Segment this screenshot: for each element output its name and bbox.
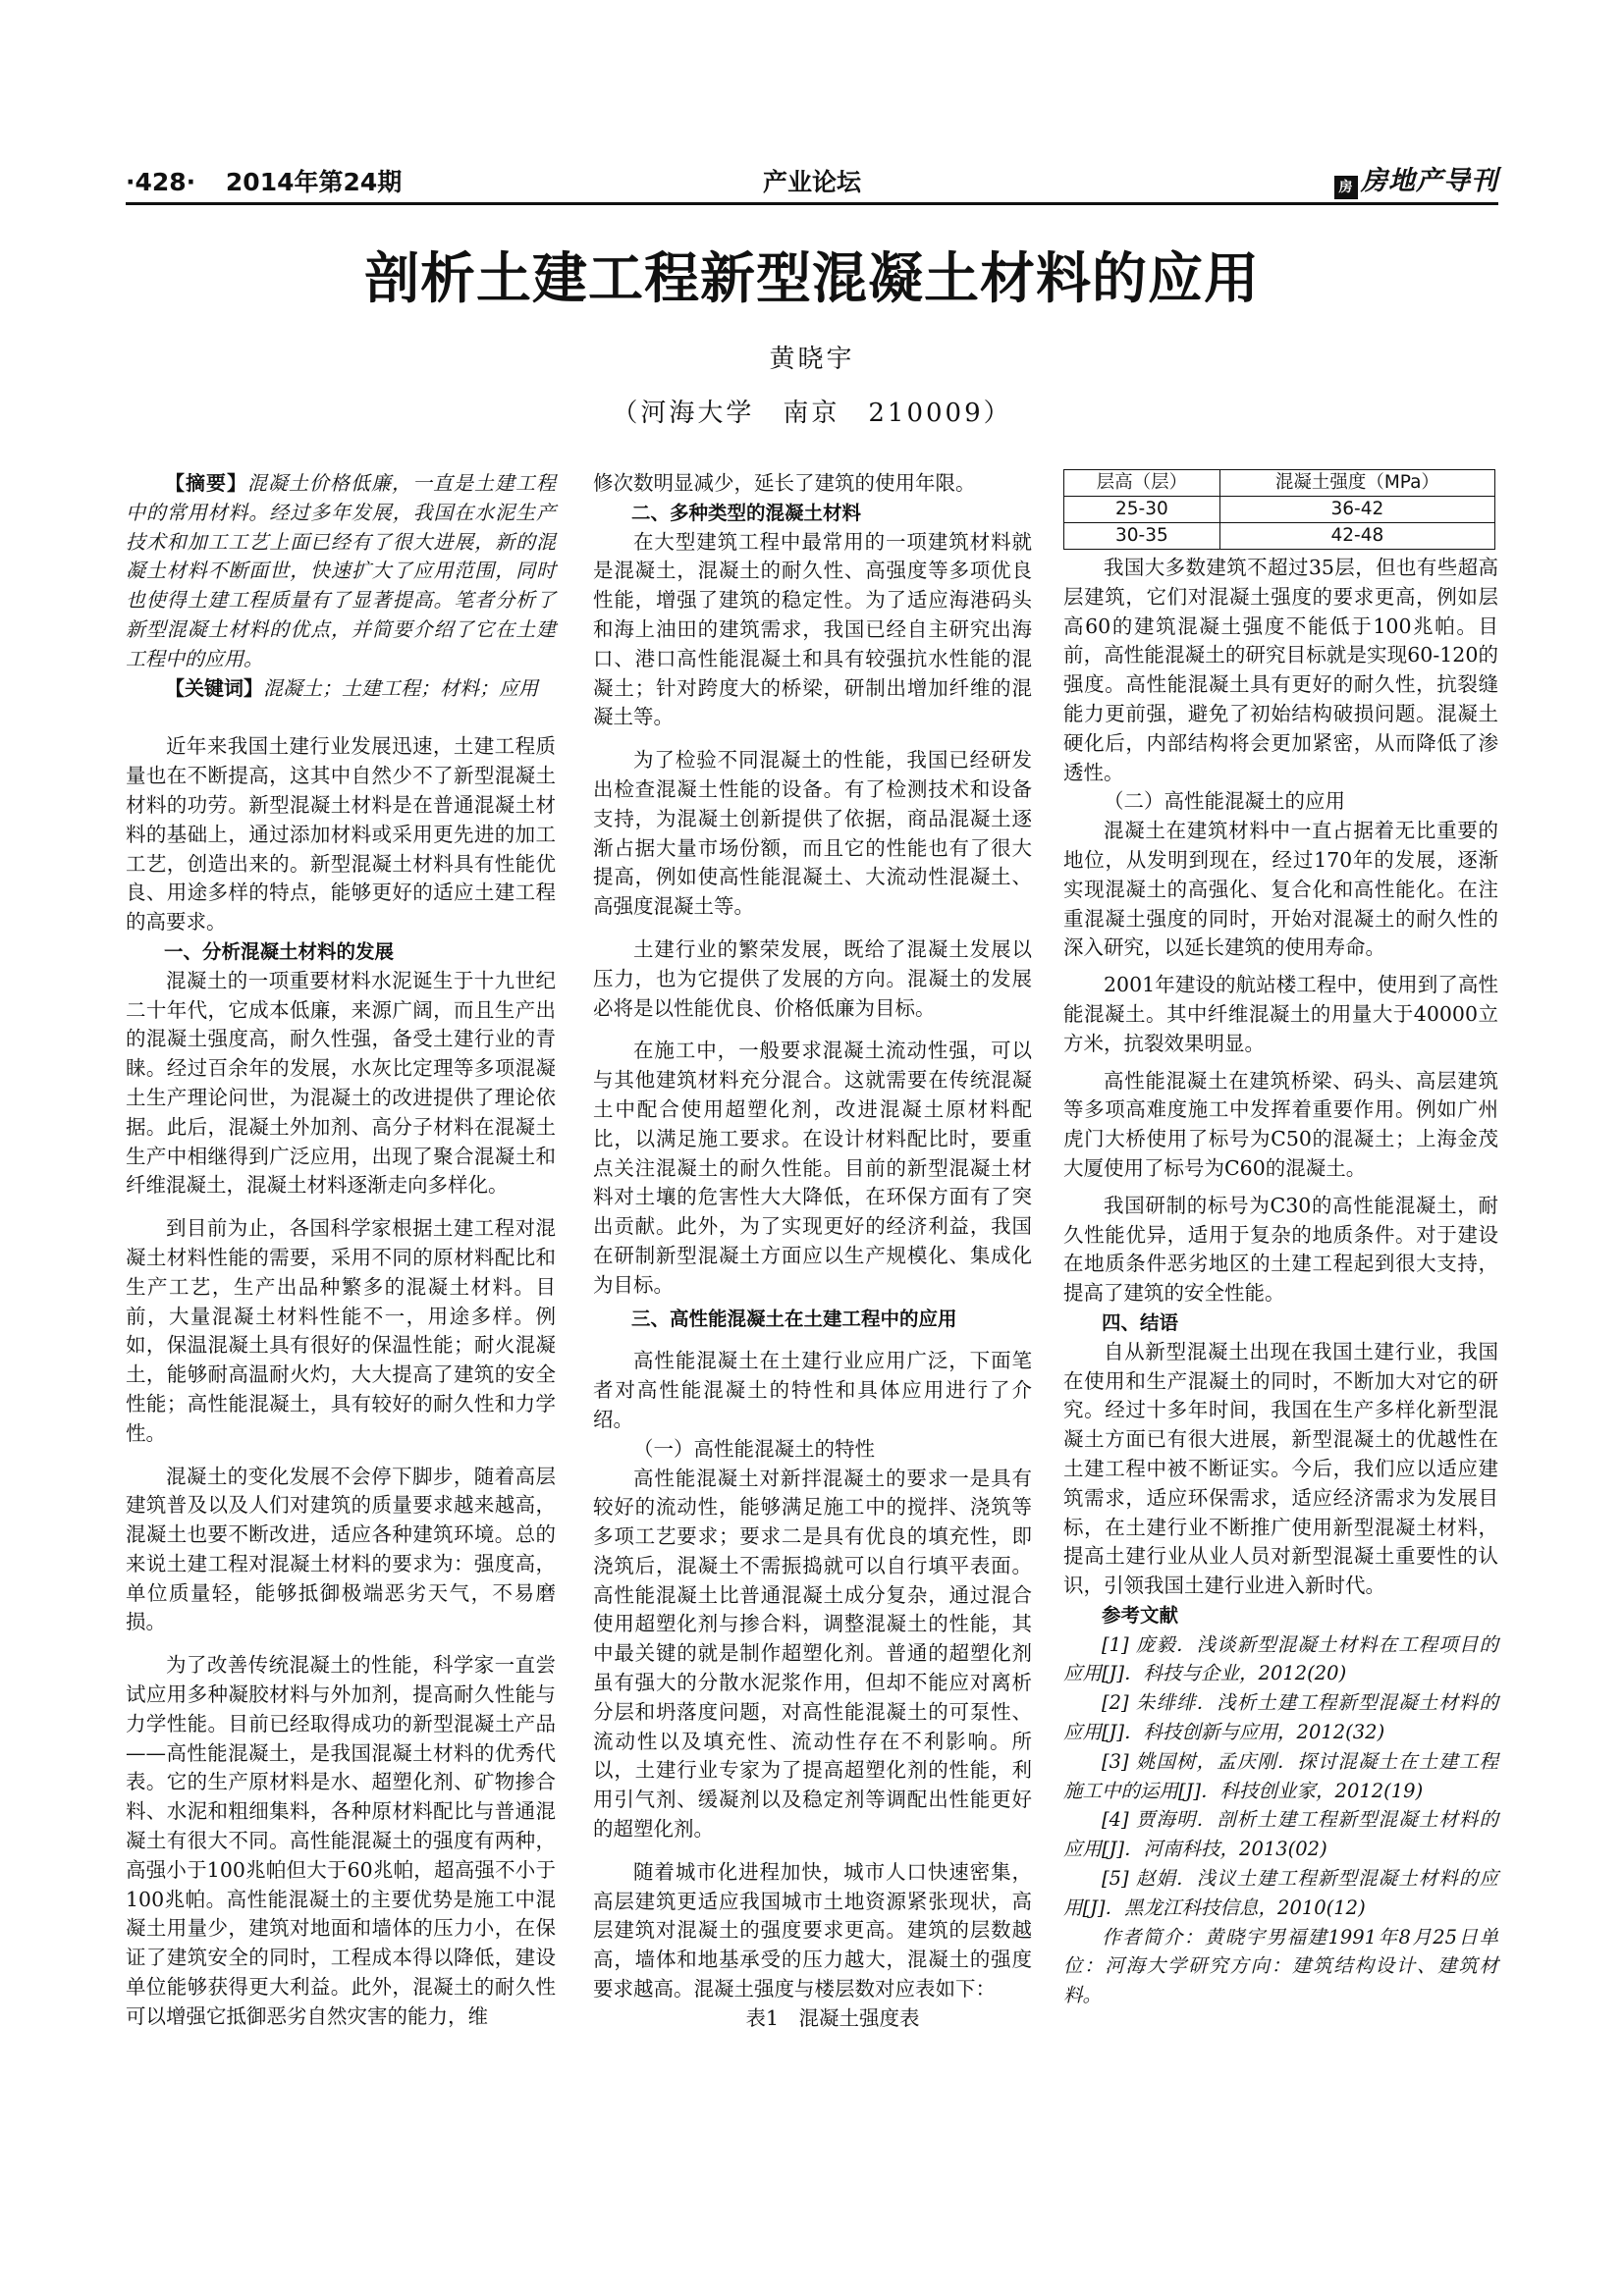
paragraph: 2001年建设的航站楼工程中，使用到了高性能混凝土。其中纤维混凝土的用量大于40000立方米，抗裂效果明显。 (1063, 973, 1498, 1055)
article-title: 剖析土建工程新型混凝土材料的应用 (364, 246, 1260, 311)
references-heading: 参考文献 (1102, 1603, 1179, 1627)
paragraph: 我国研制的标号为C30的高性能混凝土，耐久性能优异，适用于复杂的地质条件。对于建设在地质条件恶劣地区的土建工程起到很大支持，提高了建筑的安全性能。 (1063, 1193, 1498, 1306)
abstract-text: 混凝土价格低廉，一直是土建工程中的常用材料。经过多年发展，我国在水泥生产技术和加工工艺上面已经有了很大进展，新的混凝土材料不断面世，快速扩大了应用范围，同时也使得土建工程质量有了显著提高。笔者分析了新型混凝土材料的优点，并简要介绍了它在土建工程中的应用。 (126, 471, 556, 670)
affiliation: （河海大学 南京 210009） (612, 399, 1012, 428)
paragraph: 我国大多数建筑不超过35层，但也有些超高层建筑，它们对混凝土强度的要求更高，例如层高60的建筑混凝土强度不能低于100兆帕。目前，高性能混凝土的研究目标就是实现60-120的强度。高性能混凝土具有更好的耐久性，抗裂缝能力更前强，避免了初始结构破损问题。混凝土硬化后，内部结构将会更加紧密，从而降低了渗透性。 (1063, 556, 1498, 784)
paragraph: 在大型建筑工程中最常用的一项建筑材料就是混凝土，混凝土的耐久性、高强度等多项优良性能，增强了建筑的稳定性。为了适应海港码头和海上油田的建筑需求，我国已经自主研究出海口、港口高性能混凝土和具有较强抗水性能的混凝土；针对跨度大的桥梁，研制出增加纤维的混凝土等。 (593, 529, 1032, 729)
issue-label: 2014年第24期 (225, 168, 403, 196)
paragraph: 高性能混凝土在建筑桥梁、码头、高层建筑等多项高难度施工中发挥着重要作用。例如广州虎门大桥使用了标号为C50的混凝土；上海金茂大厦使用了标号为C60的混凝土。 (1063, 1068, 1498, 1180)
intro-paragraph: 近年来我国土建行业发展迅速，土建工程质量也在不断提高，这其中自然少不了新型混凝土材料的功劳。新型混凝土材料是在普通混凝土材料的基础上，通过添加材料或采用更先进的加工工艺，创造出来的。新型混凝土材料具有性能优良、用途多样的特点，能够更好的适应土建工程的高要求。 (126, 734, 556, 934)
reference-item: [5] 赵娟．浅议土建工程新型混凝土材料的应用[J]．黑龙江科技信息，2010(12) (1063, 1867, 1498, 1919)
keywords-label: 【关键词】 (165, 675, 263, 700)
column-3 (1063, 469, 1498, 2010)
table-cell: 25-30 (1064, 497, 1220, 523)
subsection-heading-2: （二）高性能混凝土的应用 (1104, 789, 1345, 814)
section-heading-3: 三、高性能混凝土在土建工程中的应用 (631, 1307, 957, 1330)
abstract-label: 【摘要】 (165, 471, 247, 495)
paragraph: 为了检验不同混凝土的性能，我国已经研发出检查混凝土性能的设备。有了检测技术和设备支持，为混凝土创新提供了依据，商品混凝土逐渐占据大量市场份额，而且它的性能也有了很大提高，例如使高性能混凝土、大流动性混凝土、高强度混凝土等。 (593, 748, 1032, 919)
reference-item: [2] 朱绯绯．浅析土建工程新型混凝土材料的应用[J]．科技创新与应用，2012(32) (1063, 1691, 1498, 1744)
table-header-row (1064, 470, 1495, 497)
table-caption: 表1 混凝土强度表 (745, 2005, 920, 2030)
paragraph: 高性能混凝土对新拌混凝土的要求一是具有较好的流动性，能够满足施工中的搅拌、浇筑等多项工艺要求；要求二是具有优良的填充性，即浇筑后，混凝土不需振捣就可以自行填平表面。高性能混凝土比普通混凝土成分复杂，通过混合使用超塑化剂与掺合料，调整混凝土的性能，其中最关键的就是制作超塑化剂。普通的超塑化剂虽有强大的分散水泥浆作用，但却不能应对离析分层和坍落度问题，对高性能混凝土的可泵性、流动性以及填充性、流动性存在不利影响。所以，土建行业专家为了提高超塑化剂的性能，利用引气剂、缓凝剂以及稳定剂等调配出性能更好的超塑化剂。 (593, 1466, 1032, 1842)
table-header-cell: 混凝土强度（MPa） (1219, 470, 1494, 497)
section-heading-1: 一、分析混凝土材料的发展 (164, 939, 395, 963)
journal-logo (1334, 159, 1498, 199)
journal-name: 房地产导刊 (1361, 166, 1498, 196)
running-header (126, 157, 1498, 200)
subsection-heading-1: （一）高性能混凝土的特性 (633, 1436, 875, 1461)
paragraph: 土建行业的繁荣发展，既给了混凝土发展以压力，也为它提供了发展的方向。混凝土的发展必将是以性能优良、价格低廉为目标。 (593, 936, 1032, 1020)
author-bio: 作者简介：黄晓宇男福建1991年8月25日单位：河海大学研究方向：建筑结构设计、建筑材料。 (1063, 1925, 1498, 2007)
section-heading-2: 二、多种类型的混凝土材料 (631, 501, 862, 524)
journal-badge-icon: 房 (1334, 176, 1358, 199)
paragraph: 自从新型混凝土出现在我国土建行业，我国在使用和生产混凝土的同时，不断加大对它的研究。经过十多年时间，我国在生产多样化新型混凝土方面已有很大进展，新型混凝土的优越性在土建工程中被不断证实。今后，我们应以适应建筑需求，适应环保需求，适应经济需求为发展目标，在土建行业不断推广使用新型混凝土材料，提高土建行业从业人员对新型混凝土重要性的认识，引领我国土建行业进入新时代。 (1063, 1339, 1498, 1598)
paragraph: 随着城市化进程加快，城市人口快速密集，高层建筑更适应我国城市土地资源紧张现状，高层建筑对混凝土的强度要求更高。建筑的层数越高，墙体和地基承受的压力越大，混凝土的强度要求越高。混凝土强度与楼层数对应表如下： (593, 1859, 1032, 2002)
table-row (1064, 523, 1495, 550)
reference-item: [4] 贾海明．剖析土建工程新型混凝土材料的应用[J]．河南科技，2013(02) (1063, 1808, 1498, 1861)
section-heading-4: 四、结语 (1102, 1310, 1179, 1334)
reference-item: [1] 庞毅．浅谈新型混凝土材料在工程项目的应用[J]．科技与企业，2012(20) (1063, 1632, 1498, 1685)
table-cell: 30-35 (1064, 523, 1220, 550)
author-name: 黄晓宇 (769, 345, 855, 374)
paragraph: 在施工中，一般要求混凝土流动性强，可以与其他建筑材料充分混合。这就需要在传统混凝土中配合使用超塑化剂，改进混凝土原材料配比，以满足施工要求。在设计材料配比时，要重点关注混凝土的耐久性能。目前的新型混凝土材料对土壤的危害性大大降低，在环保方面有了突出贡献。此外，为了实现更好的经济利益，我国在研制新型混凝土方面应以生产规模化、集成化为目标。 (593, 1039, 1032, 1297)
table-row (1064, 497, 1495, 523)
table-cell: 42-48 (1219, 523, 1494, 550)
paragraph: 混凝土的一项重要材料水泥诞生于十九世纪二十年代，它成本低廉，来源广阔，而且生产出的混凝土强度高，耐久性强，备受土建行业的青睐。经过百余年的发展，水灰比定理等多项混凝土生产理论问世，为混凝土的改进提供了理论依据。此后，混凝土外加剂、高分子材料在混凝土生产中相继得到广泛应用，出现了聚合混凝土和纤维混凝土，混凝土材料逐渐走向多样化。 (126, 968, 556, 1198)
reference-item: [3] 姚国树，孟庆刚．探讨混凝土在土建工程施工中的运用[J]．科技创业家，2012(19) (1063, 1749, 1498, 1802)
paragraph: 混凝土的变化发展不会停下脚步，随着高层建筑普及以及人们对建筑的质量要求越来越高，混凝土也要不断改进，适应各种建筑环境。总的来说土建工程对混凝土材料的要求为：强度高，单位质量轻，能够抵御极端恶劣天气，不易磨损。 (126, 1464, 556, 1634)
keywords-text: 混凝土；土建工程；材料；应用 (263, 675, 538, 700)
paragraph: 到目前为止，各国科学家根据土建工程对混凝土材料性能的需要，采用不同的原材料配比和生产工艺，生产出品种繁多的混凝土材料。目前，大量混凝土材料性能不一，用途多样。例如，保温混凝土具有很好的保温性能；耐火混凝土，能够耐高温耐火灼，大大提高了建筑的安全性能；高性能混凝土，具有较好的耐久性和力学性。 (126, 1216, 556, 1445)
header-rule (126, 202, 1498, 205)
abstract (126, 469, 556, 674)
paragraph: 高性能混凝土在土建行业应用广泛，下面笔者对高性能混凝土的特性和具体应用进行了介绍。 (593, 1349, 1032, 1431)
table-header-cell: 层高（层） (1064, 470, 1220, 497)
paragraph: 为了改善传统混凝土的性能，科学家一直尝试应用多种凝胶材料与外加剂，提高耐久性能与力学性能。目前已经取得成功的新型混凝土产品——高性能混凝土，是我国混凝土材料的优秀代表。它的生产原材料是水、超塑化剂、矿物掺合料、水泥和粗细集料，各种原材料配比与普通混凝土有很大不同。高性能混凝土的强度有两种，高强小于100兆帕但大于60兆帕，超高强不小于100兆帕。高性能混凝土的主要优势是施工中混凝土用量少，建筑对地面和墙体的压力小，在保证了建筑安全的同时，工程成本得以降低，建设单位能够获得更大利益。此外，混凝土的耐久性可以增强它抵御恶劣自然灾害的能力，维 (126, 1653, 556, 2028)
paragraph-continued: 修次数明显减少，延长了建筑的使用年限。 (593, 471, 976, 495)
column-1 (126, 469, 556, 2032)
page-number: ·428· (126, 168, 196, 196)
section-label: 产业论坛 (762, 168, 861, 196)
table-cell: 36-42 (1219, 497, 1494, 523)
column-2 (593, 469, 1032, 2034)
keywords (126, 674, 556, 704)
paragraph: 混凝土在建筑材料中一直占据着无比重要的地位，从发明到现在，经过170年的发展，逐渐实现混凝土的高强化、复合化和高性能化。在注重混凝土强度的同时，开始对混凝土的耐久性的深入研究，以延长建筑的使用寿命。 (1063, 819, 1498, 960)
strength-table (1063, 469, 1495, 550)
